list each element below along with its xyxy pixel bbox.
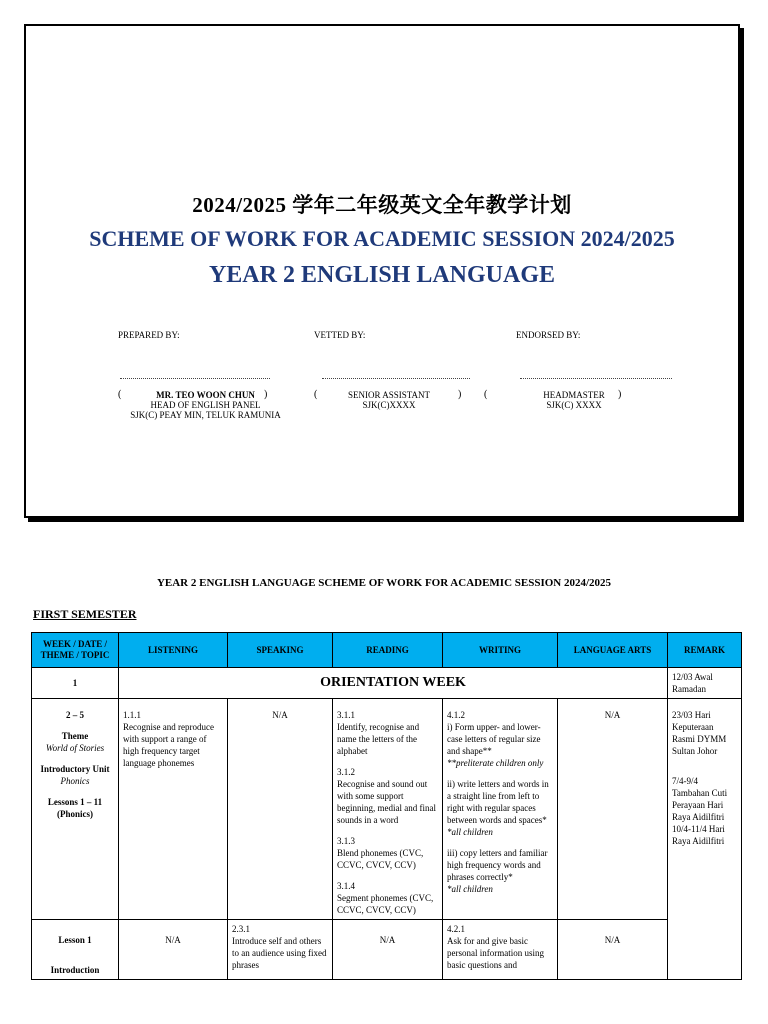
writing-code: 4.1.2 (447, 710, 465, 720)
speaking-cell: N/A (228, 699, 333, 920)
cover-page-frame (24, 24, 740, 518)
reading-text: Identify, recognise and name the letters of the alphabet (337, 722, 420, 756)
endorsed-by-label: ENDORSED BY: (516, 330, 581, 340)
reading-code: 3.1.3 (337, 836, 355, 846)
semester-heading: FIRST SEMESTER (33, 607, 137, 621)
language-arts-cell: N/A (558, 920, 668, 980)
open-paren: ( (484, 389, 488, 400)
endorser-role: HEADMASTER (543, 390, 605, 400)
cover-title-chinese: 2024/2025 学年二年级英文全年教学计划 (192, 193, 572, 217)
open-paren: ( (118, 389, 122, 400)
table-header-row (32, 633, 742, 668)
preparer-role: HEAD OF ENGLISH PANEL (150, 400, 261, 410)
open-paren: ( (314, 389, 318, 400)
remark-cell: 12/03 Awal Ramadan (668, 668, 742, 699)
lessons-note: (Phonics) (57, 809, 93, 819)
reading-text: Blend phonemes (CVC, CCVC, CVCV, CCV) (337, 848, 424, 870)
listening-cell: N/A (119, 920, 228, 980)
vetted-signature-line (322, 378, 470, 379)
listening-cell (119, 699, 228, 920)
cover-title-english: SCHEME OF WORK FOR ACADEMIC SESSION 2024/2025 (89, 226, 675, 251)
writing-text: Ask for and give basic personal information using basic questions and (447, 936, 544, 970)
close-paren: ) (618, 389, 622, 400)
header-writing: WRITING (443, 633, 558, 668)
remark-cell (668, 699, 742, 980)
table-row (32, 699, 742, 920)
language-arts-cell: N/A (558, 699, 668, 920)
prepared-by-label: PREPARED BY: (118, 330, 180, 340)
scheme-of-work-table (31, 632, 742, 980)
theme-label: Theme (61, 731, 89, 741)
vetted-by-label: VETTED BY: (314, 330, 366, 340)
remark-item: 7/4-9/4 Tambahan Cuti Perayaan Hari Raya Aidilfitri (672, 776, 728, 822)
writing-code: 4.2.1 (447, 924, 465, 934)
vetter-school: SJK(C)XXXX (362, 400, 416, 410)
vetted-by-section (314, 330, 504, 430)
week-range: 2 – 5 (66, 710, 84, 720)
orientation-week-cell: ORIENTATION WEEK (119, 668, 668, 699)
speaking-cell (228, 920, 333, 980)
lesson-number: Lesson 1 (58, 935, 92, 945)
lesson-cell (32, 920, 119, 980)
lesson-topic: Introduction (50, 965, 100, 975)
reading-cell: N/A (333, 920, 443, 980)
speaking-code: 2.3.1 (232, 924, 250, 934)
endorsed-by-section (484, 330, 684, 430)
writing-cell (443, 699, 558, 920)
header-week: WEEK / DATE / THEME / TOPIC (32, 633, 119, 668)
writing-item: ii) write letters and words in a straight line from left to right with regular spaces between words and spaces* (447, 779, 549, 825)
listening-text: Recognise and reproduce with support a range of high frequency target language phonemes (123, 722, 214, 768)
writing-note: *all children (447, 884, 493, 894)
speaking-text: Introduce self and others to an audience using fixed phrases (232, 936, 327, 970)
header-speaking: SPEAKING (228, 633, 333, 668)
header-remark: REMARK (668, 633, 742, 668)
reading-text: Segment phonemes (CVC, CCVC, CVCV, CCV) (337, 893, 434, 915)
close-paren: ) (458, 389, 462, 400)
remark-item: 23/03 Hari Keputeraan Rasmi DYMM Sultan Johor (672, 710, 727, 756)
writing-item: i) Form upper- and lower-case letters of regular size and shape** (447, 722, 541, 756)
remark-item: 10/4-11/4 Hari Raya Aidilfitri (672, 824, 725, 846)
header-language-arts: LANGUAGE ARTS (558, 633, 668, 668)
unit-label: Introductory Unit (40, 764, 110, 774)
week-cell: 1 (32, 668, 119, 699)
vetter-role: SENIOR ASSISTANT (347, 390, 431, 400)
endorsed-signature-line (520, 378, 672, 379)
header-reading: READING (333, 633, 443, 668)
reading-code: 3.1.2 (337, 767, 355, 777)
preparer-name: MR. TEO WOON CHUN (156, 390, 255, 400)
prepared-signature-line (120, 378, 270, 379)
listening-code: 1.1.1 (123, 710, 141, 720)
reading-cell (333, 699, 443, 920)
document-title: YEAR 2 ENGLISH LANGUAGE SCHEME OF WORK FOR ACADEMIC SESSION 2024/2025 (156, 577, 612, 589)
writing-item: iii) copy letters and familiar high frequency words and phrases correctly* (447, 848, 548, 882)
table-row (32, 920, 742, 980)
writing-note: **preliterate children only (447, 758, 544, 768)
close-paren: ) (264, 389, 268, 400)
reading-text: Recognise and sound out with some support beginning, medial and final sounds in a word (337, 779, 436, 825)
preparer-school: SJK(C) PEAY MIN, TELUK RAMUNIA (130, 410, 281, 420)
table-row (32, 668, 742, 699)
cover-subtitle: YEAR 2 ENGLISH LANGUAGE (208, 262, 556, 288)
endorser-school: SJK(C) XXXX (546, 400, 602, 410)
reading-code: 3.1.1 (337, 710, 355, 720)
vetted-by-details (314, 390, 464, 410)
theme-name: World of Stories (45, 743, 105, 753)
header-listening: LISTENING (119, 633, 228, 668)
prepared-by-section (118, 330, 308, 430)
endorsed-by-details (514, 390, 634, 410)
reading-code: 3.1.4 (337, 881, 355, 891)
writing-cell (443, 920, 558, 980)
week-theme-cell (32, 699, 119, 920)
unit-name: Phonics (60, 776, 90, 786)
lessons-range: Lessons 1 – 11 (47, 797, 103, 807)
writing-note: *all children (447, 827, 493, 837)
